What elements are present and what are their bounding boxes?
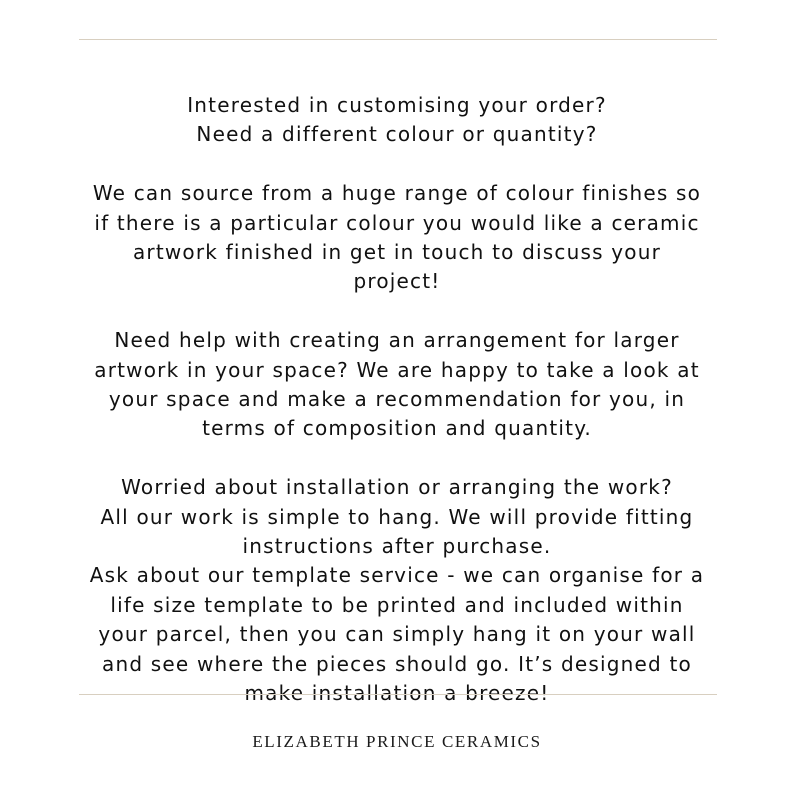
text-line: life size template to be printed and included within [110, 592, 684, 617]
text-line: artwork finished in get in touch to discuss your [132, 240, 662, 265]
paragraph-installation [40, 473, 754, 708]
paragraph-colour-finishes [40, 179, 754, 297]
bottom-divider [79, 694, 717, 695]
text-line: Worried about installation or arranging the work? [121, 475, 673, 500]
paragraph-arrangement [40, 326, 754, 444]
brand-name: ELIZABETH PRINCE CERAMICS [252, 732, 542, 751]
top-divider [79, 39, 717, 40]
text-line: artwork in your space? We are happy to take a look at [94, 357, 700, 382]
text-line: Ask about our template service - we can organise for a [89, 563, 705, 588]
text-line: We can source from a huge range of colour finishes so [92, 181, 702, 206]
text-line: All our work is simple to hang. We will provide fitting [100, 504, 694, 529]
text-line: if there is a particular colour you would like a ceramic [94, 210, 700, 235]
text-line: instructions after purchase. [242, 534, 552, 559]
text-line: your parcel, then you can simply hang it on your wall [98, 622, 696, 647]
text-line: your space and make a recommendation for you, in [108, 387, 686, 412]
text-line: terms of composition and quantity. [202, 416, 592, 441]
text-line: Interested in customising your order? [187, 93, 607, 117]
paragraph-customising [40, 91, 754, 150]
text-line: Need help with creating an arrangement for larger [114, 328, 680, 353]
body-text [40, 91, 754, 708]
text-line: and see where the pieces should go. It’s designed to [102, 651, 692, 676]
text-line: project! [353, 269, 441, 294]
text-line: Need a different colour or quantity? [196, 122, 598, 147]
text-line: make installation a breeze! [244, 681, 550, 706]
